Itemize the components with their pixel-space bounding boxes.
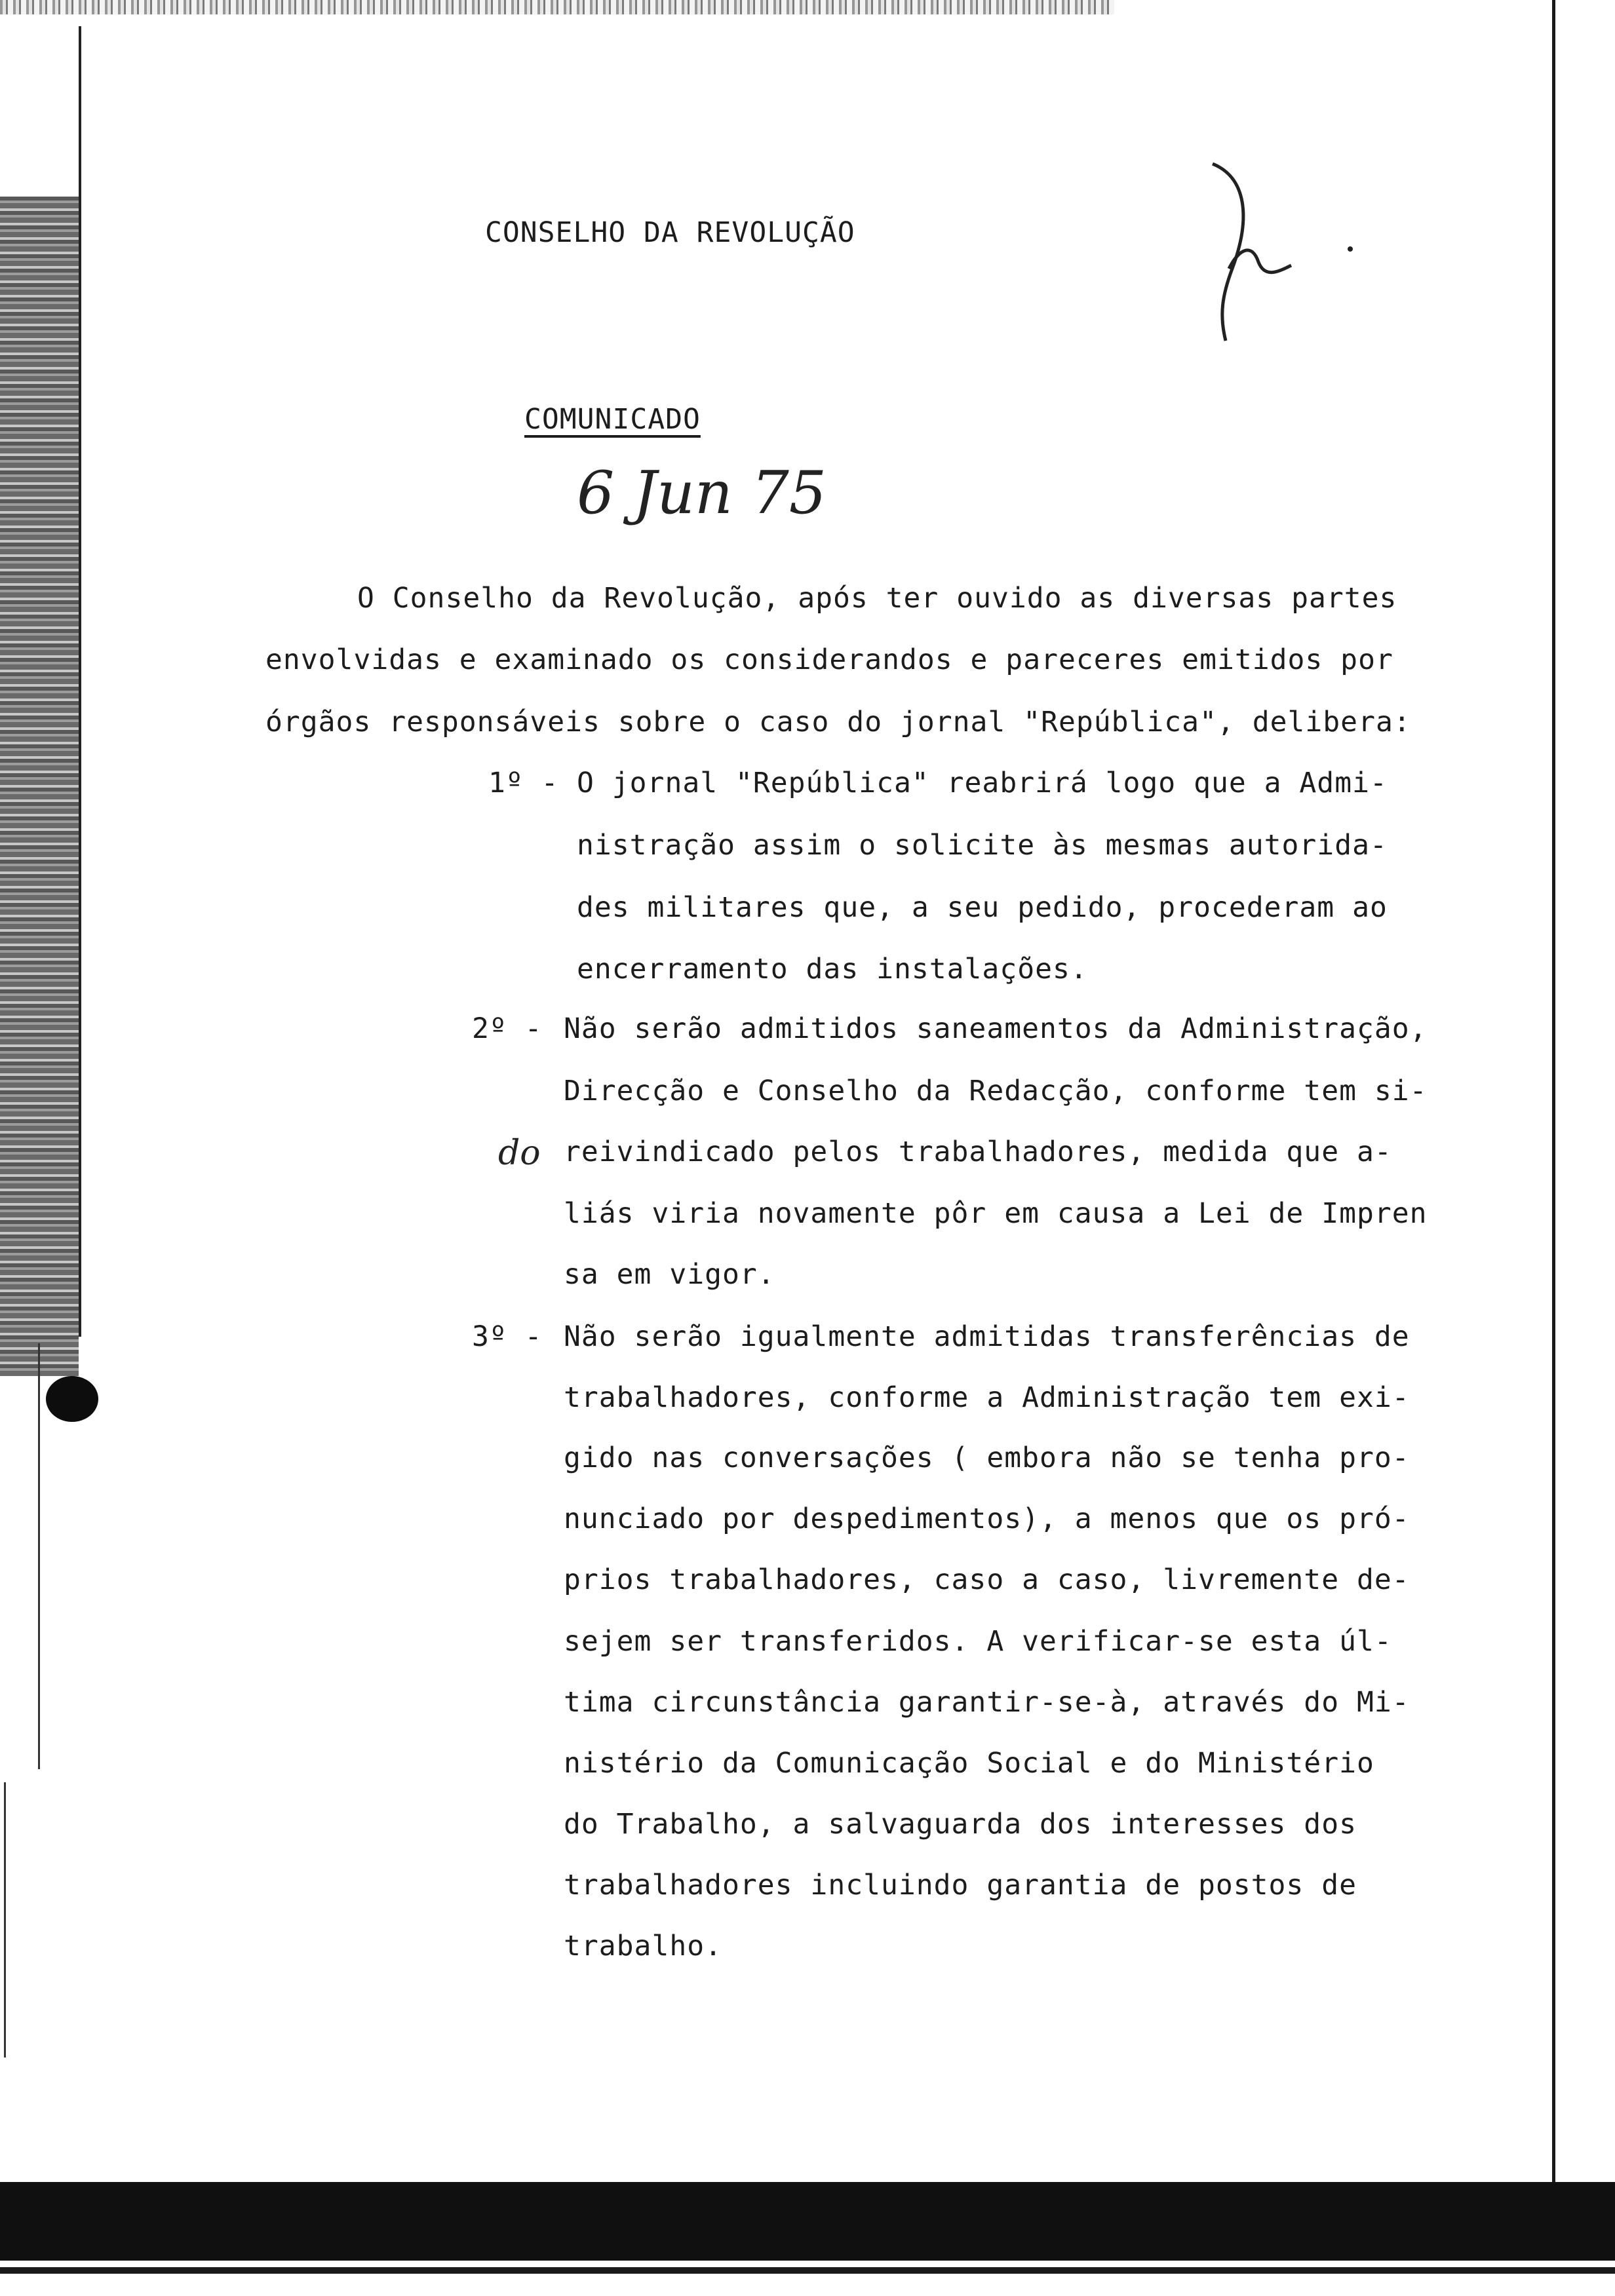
item-line: des militares que, a seu pedido, procederam ao bbox=[577, 891, 1388, 924]
item-line: gido nas conversações ( embora não se tenha pro- bbox=[564, 1442, 1410, 1474]
scan-left-border bbox=[79, 26, 81, 1337]
intro-line: O Conselho da Revolução, após ter ouvido as diversas partes bbox=[357, 582, 1397, 615]
item-line: Não serão admitidos saneamentos da Administração, bbox=[564, 1012, 1428, 1045]
document-subtitle: COMUNICADO bbox=[524, 403, 701, 436]
item-line: Direcção e Conselho da Redacção, conforme tem si- bbox=[564, 1075, 1428, 1107]
item-line: nistração assim o solicite às mesmas autorida- bbox=[577, 829, 1388, 862]
item-line: nunciado por despedimentos), a menos que os pró- bbox=[564, 1502, 1410, 1535]
item-line: trabalhadores incluindo garantia de postos de bbox=[564, 1869, 1357, 1902]
item-number: 1º - bbox=[488, 767, 559, 799]
scan-bottom-strip bbox=[0, 2267, 1615, 2274]
document-title: CONSELHO DA REVOLUÇÃO bbox=[485, 216, 855, 249]
scan-left-line-lower bbox=[4, 1782, 6, 2057]
scan-left-margin bbox=[0, 197, 79, 1376]
item-line: tima circunstância garantir-se-à, através do Mi- bbox=[564, 1686, 1410, 1719]
intro-line: órgãos responsáveis sobre o caso do jornal "República", delibera: bbox=[265, 706, 1411, 738]
item-line: Não serão igualmente admitidas transferências de bbox=[564, 1320, 1410, 1353]
item-number: 3º - bbox=[472, 1320, 543, 1353]
item-line: prios trabalhadores, caso a caso, livremente de- bbox=[564, 1563, 1410, 1596]
item-line: trabalhadores, conforme a Administração tem exi- bbox=[564, 1381, 1410, 1414]
item-line: sejem ser transferidos. A verificar-se esta úl- bbox=[564, 1625, 1392, 1658]
scan-right-border bbox=[1552, 0, 1555, 2182]
handwritten-date: 6 Jun 75 bbox=[577, 459, 827, 527]
scan-top-edge bbox=[0, 0, 1114, 14]
item-line: O jornal "República" reabrirá logo que a Admi- bbox=[577, 767, 1388, 799]
handwritten-correction: do bbox=[498, 1134, 541, 1173]
scan-bottom-bar bbox=[0, 2182, 1615, 2261]
item-line: sa em vigor. bbox=[564, 1258, 775, 1291]
scan-left-line bbox=[38, 1343, 40, 1769]
item-line: trabalho. bbox=[564, 1930, 722, 1962]
punch-hole bbox=[46, 1376, 98, 1422]
item-line: nistério da Comunicação Social e do Ministério bbox=[564, 1747, 1374, 1780]
item-line: do Trabalho, a salvaguarda dos interesses dos bbox=[564, 1808, 1357, 1841]
item-line: encerramento das instalações. bbox=[577, 953, 1088, 985]
intro-line: envolvidas e examinado os considerandos e pareceres emitidos por bbox=[265, 643, 1393, 676]
item-number: 2º - bbox=[472, 1012, 543, 1045]
signature-mark bbox=[1193, 157, 1390, 354]
item-line: reivindicado pelos trabalhadores, medida que a- bbox=[564, 1136, 1392, 1168]
item-line: liás viria novamente pôr em causa a Lei de Impren bbox=[564, 1197, 1428, 1230]
